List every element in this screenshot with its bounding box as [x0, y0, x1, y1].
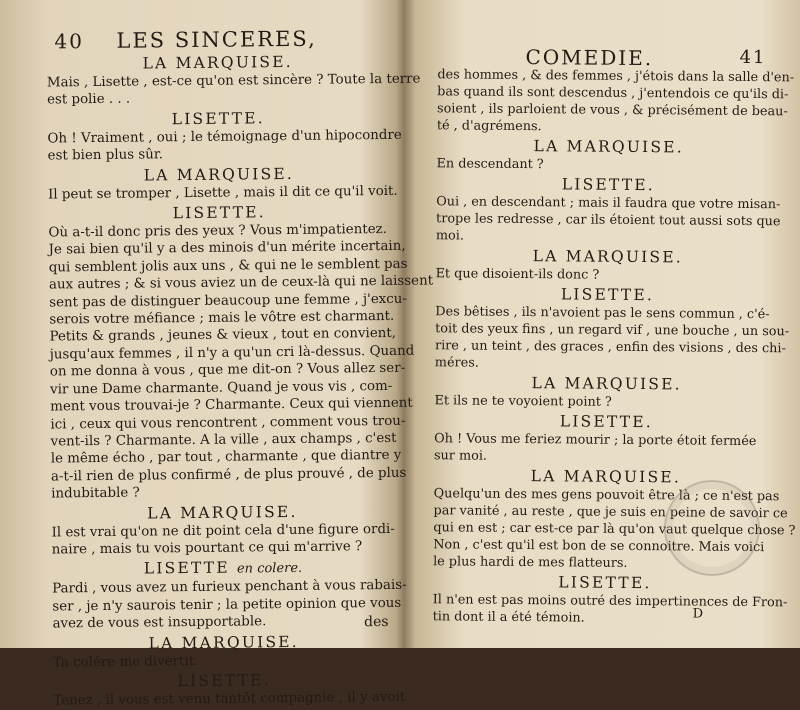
text-line: vir une Dame charmante. Quand je vous vis , com- — [50, 378, 393, 398]
text-line: méres. — [434, 355, 479, 371]
text-line: Il peut se tromper , Lisette , mais il dit ce qu'il voit. — [47, 183, 398, 203]
speaker-label: LA MARQUISE. — [531, 374, 682, 394]
stage-direction: en colere. — [236, 561, 303, 577]
text-line: ment vous trouvai-je ? Charmante. Ceux qui viennent — [50, 395, 413, 415]
text-line: En descendant ? — [436, 156, 544, 173]
speaker-label: LISETTE. — [172, 203, 266, 223]
text-line: Non , c'est qu'il est bon de se connoitre. Mais voici — [433, 537, 765, 556]
dialogue-paragraph — [436, 66, 795, 137]
text-line: tin dont il a été témoin. — [432, 609, 585, 626]
text-line: sent pas de distinguer beaucoup une femme , j'excu- — [49, 291, 407, 311]
signature-mark: D — [692, 606, 704, 622]
text-line: le plus hardi de mes flatteurs. — [433, 554, 628, 571]
running-head: LES SINCERES, — [116, 26, 317, 53]
text-line: Et ils ne te voyoient point ? — [434, 393, 612, 410]
speaker-label: LISETTE. — [558, 573, 652, 593]
text-line: Mais , Lisette , est-ce qu'on est sincère ? Toute la terre — [46, 71, 421, 91]
text-line: Ta colére me divertit. — [52, 653, 199, 671]
speaker-label: LA MARQUISE. — [147, 502, 298, 523]
text-line: rire , un teint , des graces , enfin des visions , des chi- — [434, 338, 786, 357]
library-stamp — [664, 480, 760, 576]
dialogue-paragraph — [434, 303, 790, 374]
text-line: avez de vous est insupportable. — [52, 614, 267, 632]
text-line: Oui , en descendant ; mais il faudra que votre misan- — [436, 194, 781, 213]
page-number: 41 — [739, 46, 767, 69]
dialogue-paragraph — [436, 265, 780, 285]
speaker-label: LA MARQUISE. — [533, 137, 684, 157]
dialogue-paragraph — [51, 520, 393, 558]
text-line: aux autres ; & si vous aviez un de ceux-là qui ne laissent — [48, 273, 434, 293]
text-line: serois votre méfiance ; mais le vôtre est charmant. — [49, 308, 395, 328]
speaker-label: LISETTE — [143, 558, 230, 578]
dialogue-paragraph — [47, 127, 402, 165]
text-line: Où a-t-il donc pris des yeux ? Vous m'impatientez. — [48, 221, 387, 241]
speaker-label: LISETTE. — [560, 285, 655, 305]
text-line: sur moi. — [433, 448, 488, 464]
text-line: Je sai bien qu'il y a des minois d'un mérite incertain, — [48, 239, 406, 258]
text-line: par vanité , au reste , que je suis en peine de savoir ce — [433, 503, 788, 522]
text-line: qui en est ; car est-ce par là qu'on vaut quelque chose ? — [433, 520, 796, 539]
text-line: a-t-il rien de plus confirmé , de plus prouvé , de plus — [50, 465, 407, 485]
text-line: Oh ! Vraiment , oui ; le témoignage d'un hipocondre — [47, 127, 402, 147]
text-line: Petits & grands , jeunes & vieux , tout en convient, — [49, 326, 397, 345]
dialogue-paragraph — [46, 71, 421, 109]
text-line: bas quand ils sont descendus , j'entendois ce qu'ils di- — [437, 84, 789, 103]
speaker-label: LISETTE. — [171, 109, 265, 129]
text-line: indubitable ? — [51, 485, 140, 502]
speaker-label: LA MARQUISE. — [532, 247, 683, 267]
speaker-label: LA MARQUISE. — [530, 467, 682, 487]
page-number: 40 — [54, 29, 85, 54]
dialogue-paragraph — [436, 155, 780, 175]
text-line: est polie . . . — [46, 92, 131, 108]
text-line: ser , je n'y saurois tenir ; la petite opinion que vous — [52, 595, 402, 615]
dialogue-paragraph — [432, 591, 788, 628]
speaker-label: LISETTE. — [561, 175, 656, 195]
text-line: vent-ils ? Charmante. A la ville , aux champs , c'est — [50, 430, 397, 450]
text-line: Oh ! Vous me feriez mourir ; la porte étoit fermée — [434, 431, 757, 450]
speaker-label: LA MARQUISE. — [142, 52, 293, 73]
text-line: Des bêtises , ils n'avoient pas le sens commun , c'é- — [435, 304, 770, 323]
text-line: trope les redresse , car ils étoient tout aussi sots que — [436, 211, 781, 230]
running-head: COMEDIE. — [525, 45, 654, 71]
speaker-label: LISETTE. — [177, 671, 271, 691]
left-page-body — [46, 52, 434, 710]
dialogue-paragraph — [53, 650, 395, 671]
text-line: le même écho , par tout , charmante , que diantre y — [50, 448, 402, 467]
speaker-label: LA MARQUISE. — [148, 632, 299, 653]
text-line: ici , ceux qui vous rencontrent , comment vous trou- — [50, 413, 406, 432]
text-line: toit des yeux fins , un regard vif , une bouche , un sou- — [435, 321, 790, 340]
text-line: qui semblent jolis aux uns , & qui ne le semblent pas — [48, 256, 408, 276]
dialogue-paragraph — [434, 430, 778, 467]
text-line: Il n'en est pas moins outré des impertinences de Fron- — [432, 592, 788, 611]
text-line: Quelqu'un des mes gens pouvoit être là ; ce n'est pas — [433, 486, 780, 505]
text-line: Il est vrai qu'on ne dit point cela d'une figure ordi- — [51, 521, 395, 541]
dialogue-paragraph — [52, 577, 407, 633]
dialogue-paragraph — [434, 392, 778, 412]
left-page-header — [46, 24, 388, 54]
right-page-header — [437, 40, 781, 69]
text-line: on me donna à vous , que me dit-on ? Vous allez ser- — [49, 361, 406, 380]
text-line: moi. — [435, 228, 465, 244]
text-line: des hommes , & des femmes , j'étois dans la salle d'en- — [437, 67, 795, 86]
speaker-label: LA MARQUISE. — [143, 164, 295, 185]
text-line: soient , ils parloient de vous , & précisément de beau- — [436, 101, 788, 120]
text-line: Pardi , vous avez un furieux penchant à vous rabais- — [52, 578, 407, 597]
catchword: des — [364, 613, 389, 631]
text-line: naire , mais tu vois pourtant ce qui m'arrive ? — [51, 539, 363, 558]
text-line: est bien plus sûr. — [47, 147, 164, 164]
text-line: Et que disoient-ils donc ? — [435, 266, 600, 283]
dialogue-paragraph — [436, 193, 780, 247]
speaker-label: LISETTE. — [559, 412, 653, 432]
text-line: Tenez , il vous est venu tantôt compagnie , il y avoit — [53, 689, 406, 709]
dialogue-paragraph — [53, 689, 406, 710]
text-line: jusqu'aux femmes , il n'y a qu'un cri là-dessus. Quand — [49, 343, 415, 363]
dialogue-paragraph — [47, 183, 398, 204]
text-line: té , d'agrémens. — [436, 118, 542, 135]
dialogue-paragraph — [48, 221, 434, 503]
